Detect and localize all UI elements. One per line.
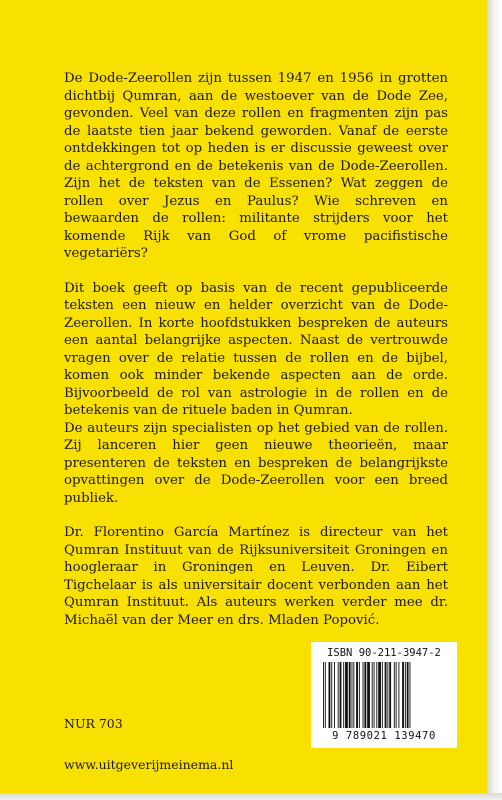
barcode-bar [363, 662, 364, 728]
barcode-bar [364, 662, 366, 728]
barcode-bar [396, 662, 397, 728]
barcode-bar [340, 662, 342, 728]
barcode-bar [325, 662, 326, 728]
barcode-bar [398, 662, 399, 728]
barcode-bar [387, 662, 388, 728]
barcode-bar [385, 662, 387, 728]
barcode-bar [389, 662, 391, 728]
barcode-bar [331, 662, 332, 728]
barcode-bar [356, 662, 358, 728]
publisher-website: www.uitgeverijmeinema.nl [64, 757, 234, 772]
author-bio-paragraph: Dr. Florentino García Martínez is directeur van het Qumran Instituut van de Rijksuniversiteit Groningen en hoogleraar in Groningen en Leuven. Dr. Eibert Tigchelaar is als universitair docent verbonden aan het Qumran Instituut. Als auteurs werken verder mee dr. Michaël van der Meer en drs. Mladen Popović. [64, 525, 448, 628]
barcode-panel [311, 642, 457, 748]
barcode-bar [394, 662, 395, 728]
barcode-bar [353, 662, 354, 728]
barcode-bar [378, 662, 381, 728]
page-edge-shadow [487, 0, 502, 800]
barcode-bar [359, 662, 360, 728]
nur-code: NUR 703 [64, 716, 123, 731]
barcode-bar [329, 662, 331, 728]
barcode-icon [321, 662, 447, 728]
blurb-paragraph-1: De Dode-Zeerollen zijn tussen 1947 en 1956 in grotten dichtbij Qumran, aan de westoever van de Dode Zee, gevonden. Veel van deze rollen en fragmenten zijn pas de laatste tien jaar bekend geworden. Vanaf de eerste ontdekkingen tot op heden is er discussie geweest over de achtergrond en de betekenis van de Dode-Zeerollen. Zijn het de teksten van de Essenen? Wat zeggen de rollen over Jezus en Paulus? Wie schreven en bewaarden de rollen: militante strijders voor het komende Rijk van God of vrome pacifistische vegetariërs? [64, 71, 448, 261]
barcode-bar [334, 662, 335, 728]
barcode-bar [343, 662, 344, 728]
barcode-bar [345, 662, 348, 728]
barcode-bar [409, 662, 410, 728]
barcode-bar [405, 662, 406, 728]
barcode-bar [374, 662, 375, 728]
barcode-bar [367, 662, 370, 728]
barcode-bar [407, 662, 409, 728]
barcode-bar [376, 662, 377, 728]
ean-digits: 9 789021 139470 [332, 730, 436, 742]
barcode-bar [349, 662, 351, 728]
isbn-label: ISBN 90-211-3947-2 [327, 647, 441, 659]
blurb-paragraph-2: Dit boek geeft op basis van de recent gepubliceerde teksten een nieuw en helder overzicht van de Dode-Zeerollen. In korte hoofdstukken bespreken de auteurs een aantal belangrijke aspecten. Naast de vertrouwde vragen over de relatie tussen de rollen en de bijbel, komen ook minder bekende aspecten aan de orde. Bijvoorbeeld de rol van astrologie in de rollen en de betekenis van de rituele baden in Qumran. [64, 280, 448, 418]
barcode-bar [402, 662, 404, 728]
barcode-bar [372, 662, 373, 728]
blurb-text [64, 70, 448, 629]
bottom-edge-shadow [0, 793, 502, 800]
blurb-paragraph-3: De auteurs zijn specialisten op het gebied van de rollen. Zij lanceren hier geen nieuwe theorieën, maar presenteren de teksten en bespreken de belangrijkste opvattingen over de Dode-Zeerollen voor een breed publiek. [64, 420, 448, 506]
barcode-bar [323, 662, 324, 728]
barcode-bar [352, 662, 353, 728]
barcode-bar [338, 662, 339, 728]
barcode-bar [382, 662, 383, 728]
